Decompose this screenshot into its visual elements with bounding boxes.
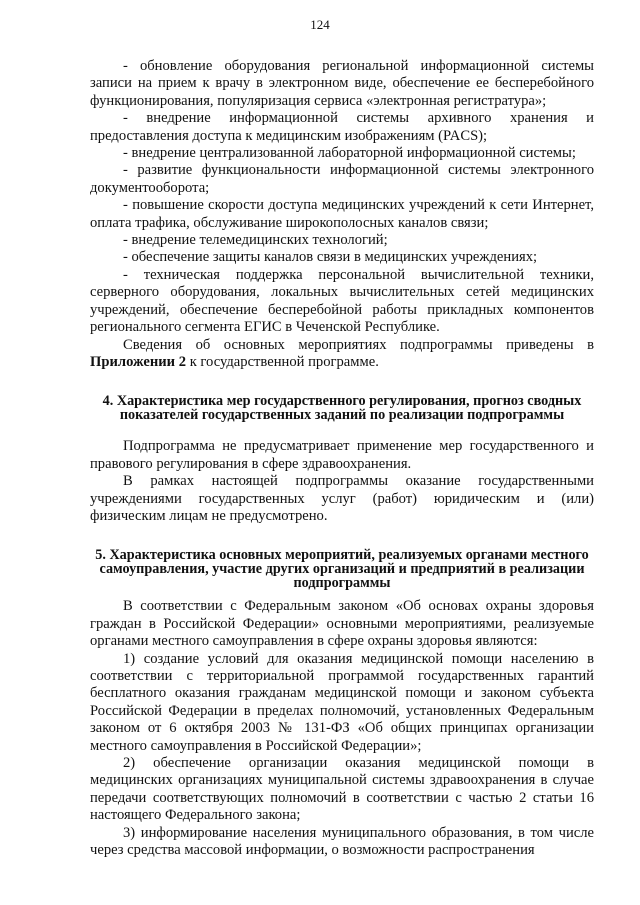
paragraph: 1) создание условий для оказания медицинской помощи населению в соответствии с территориальной программой государственных гарантий бесплатного оказания гражданам медицинской помощи и законом субъекта Российской Федерации в пределах полномочий, установленных Федеральным законом от 6 октября 2003 № 131-ФЗ «Об общих принципах организации местного самоуправления в Российской Федерации»;: [90, 650, 594, 754]
spacer: [90, 371, 594, 394]
document-body: [90, 58, 594, 859]
bullet-item: - техническая поддержка персональной вычислительной техники, серверного оборудования, локальных вычислительных сетей медицинских учреждений, обеспечение бесперебойной работы прикладных компонентов регионального сегмента ЕГИС в Чеченской Республике.: [90, 266, 594, 336]
appendix-reference: Приложении 2: [90, 353, 187, 370]
spacer: [90, 525, 594, 548]
bullet-item: - обеспечение защиты каналов связи в медицинских учреждениях;: [123, 249, 538, 266]
bullet-item: - обновление оборудования региональной информационной системы записи на прием к врачу в электронном виде, обеспечение ее бесперебойного функционирования, популяризация сервиса «электронная регистратура»;: [90, 58, 594, 109]
appendix-note: [90, 337, 594, 372]
bullet-item: - внедрение информационной системы архивного хранения и предоставления доступа к медицинским изображениям (PACS);: [90, 110, 594, 144]
paragraph: 2) обеспечение организации оказания медицинской помощи в медицинских организациях муниципальной системы здравоохранения в случае передачи соответствующих полномочий в соответствии с частью 2 статьи 16 настоящего Федерального закона;: [90, 755, 594, 824]
paragraph: 3) информирование населения муниципального образования, в том числе через средства массовой информации, о возможности распространения: [90, 824, 594, 859]
bullet-item: - повышение скорости доступа медицинских учреждений к сети Интернет, оплата трафика, обслуживание широкополосных каналов связи;: [90, 197, 594, 231]
section-5-heading: 5. Характеристика основных мероприятий, реализуемых органами местного самоуправления, участие других организаций и предприятий в реализации подпрограммы: [95, 547, 589, 592]
bullet-item: - внедрение телемедицинских технологий;: [123, 232, 388, 249]
section-4-heading: 4. Характеристика мер государственного регулирования, прогноз сводных показателей государственных заданий по реализации подпрограммы: [102, 393, 582, 424]
appendix-note-tail: к государственной программе.: [186, 353, 379, 370]
paragraph: В соответствии с Федеральным законом «Об основах охраны здоровья граждан в Российской Федерации» основными мероприятиями, реализуемые органами местного самоуправления в сфере охраны здоровья являются:: [90, 598, 594, 650]
appendix-note-text: Сведения об основных мероприятиях подпрограммы приведены в: [123, 336, 594, 353]
spacer: [90, 422, 594, 438]
spacer: [90, 590, 594, 598]
page-number: 124: [310, 17, 330, 32]
bullet-item: - развитие функциональности информационной системы электронного документооборота;: [90, 162, 594, 196]
paragraph: В рамках настоящей подпрограммы оказание государственными учреждениями государственных услуг (работ) юридическим и (или) физическим лицам не предусмотрено.: [90, 473, 594, 524]
bullet-item: - внедрение централизованной лабораторной информационной системы;: [123, 145, 576, 162]
paragraph: Подпрограмма не предусматривает применение мер государственного и правового регулирования в сфере здравоохранения.: [90, 438, 594, 472]
